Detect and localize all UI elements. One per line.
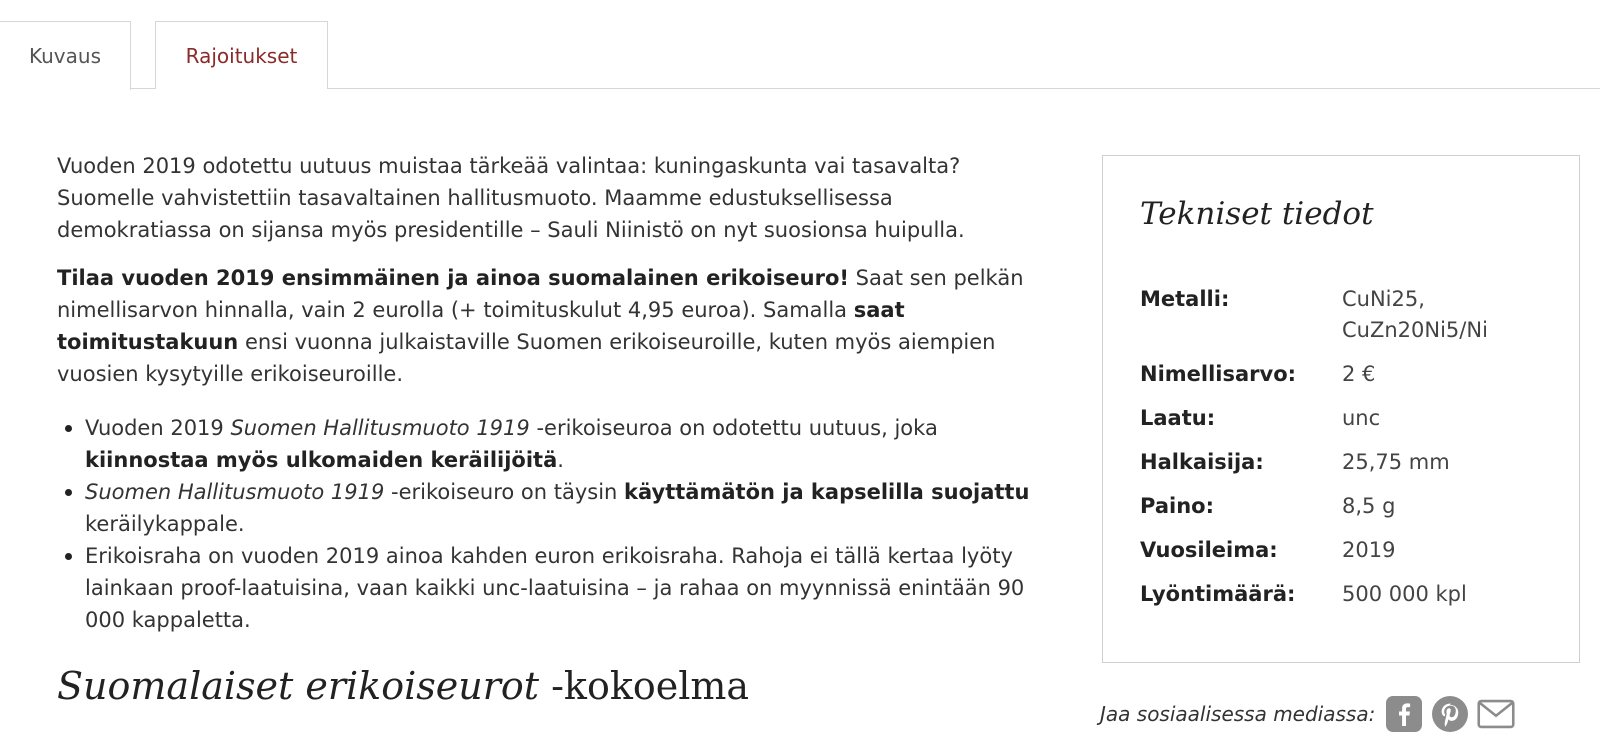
bullet-1-italic: Suomen Hallitusmuoto 1919 [230,416,530,440]
bullet-1-text-2: -erikoiseuroa on odotettu uutuus, joka [529,416,938,440]
spec-label: Paino: [1140,494,1214,518]
order-highlight: Tilaa vuoden 2019 ensimmäinen ja ainoa suomalainen erikoiseuro! [57,266,849,290]
collection-heading [57,664,749,708]
list-item: Erikoisraha on vuoden 2019 ainoa kahden euron erikoisraha. Rahoja ei tällä kertaa lyöty lainkaan proof-laatuisina, vaan kaikki unc-laatuisina – ja rahaa on myynnissä enintään 90 000 kappaletta. [57,540,1047,636]
email-icon[interactable] [1477,695,1515,733]
technical-specs-box [1102,155,1580,663]
spec-value: unc [1342,406,1381,430]
bullet-2-bold: käyttämätön ja kapselilla suojattu [624,480,1030,504]
order-text-1: Saat sen pelkän nimellisarvon hinnalla, vain 2 eurolla (+ toimituskulut 4,95 euroa). Samalla [57,266,1024,322]
share-label: Jaa sosiaalisessa mediassa: [1100,702,1376,726]
guarantee-highlight: saat toimitustakuun [57,298,905,354]
spec-row-denomination [1140,359,1560,390]
share-bar [1100,694,1523,734]
spec-row-year [1140,535,1560,566]
collection-heading-italic: Suomalaiset erikoiseurot [57,664,540,708]
bullet-2-text-1: -erikoiseuro on täysin [384,480,625,504]
spec-label: Laatu: [1140,406,1216,430]
spec-row-quality [1140,403,1560,434]
bullet-1-text-1: Vuoden 2019 [85,416,231,440]
tab-bar [0,0,1600,90]
bullet-1-bold: kiinnostaa myös ulkomaiden keräilijöitä [85,448,558,472]
order-text-2: ensi vuonna julkaistaville Suomen erikoiseuroille, kuten myös aiempien vuosien kysytyille erikoiseuroille. [57,330,996,386]
intro-paragraph: Vuoden 2019 odotettu uutuus muistaa tärkeää valintaa: kuningaskunta vai tasavalta? Suomelle vahvistettiin tasavaltainen hallitusmuoto. Maamme edustuksellisessa demokratiassa on sijansa myös presidentille – Sauli Niinistö on nyt suosionsa huipulla. [57,154,965,242]
spec-label: Halkaisija: [1140,450,1264,474]
bullet-2-text-2: keräilykappale. [85,512,245,536]
tab-rajoitukset[interactable]: Rajoitukset [155,21,328,89]
facebook-icon[interactable] [1385,695,1423,733]
collection-heading-rest: -kokoelma [539,664,750,708]
tab-kuvaus[interactable]: Kuvaus [0,21,131,90]
spec-row-weight [1140,491,1560,522]
spec-label: Metalli: [1140,287,1230,311]
spec-row-metal [1140,284,1560,346]
list-item [57,412,1047,476]
specs-title: Tekniset tiedot [1140,196,1374,232]
pinterest-icon[interactable] [1431,695,1469,733]
spec-value: 500 000 kpl [1342,582,1467,606]
spec-row-diameter [1140,447,1560,478]
spec-value: 2019 [1342,538,1396,562]
bullet-2-italic: Suomen Hallitusmuoto 1919 [85,480,385,504]
spec-value: 25,75 mm [1342,450,1450,474]
list-item [57,476,1047,540]
feature-list [57,412,1047,636]
order-paragraph [57,262,1047,390]
spec-label: Lyöntimäärä: [1140,582,1296,606]
spec-value: 2 € [1342,362,1376,386]
spec-label: Nimellisarvo: [1140,362,1297,386]
bullet-1-end: . [557,448,564,472]
specs-table [1140,284,1560,623]
spec-row-mintage [1140,579,1560,610]
description-section [57,150,1047,636]
spec-value: CuNi25, CuZn20Ni5/Ni [1342,287,1488,342]
spec-value: 8,5 g [1342,494,1396,518]
spec-label: Vuosileima: [1140,538,1278,562]
